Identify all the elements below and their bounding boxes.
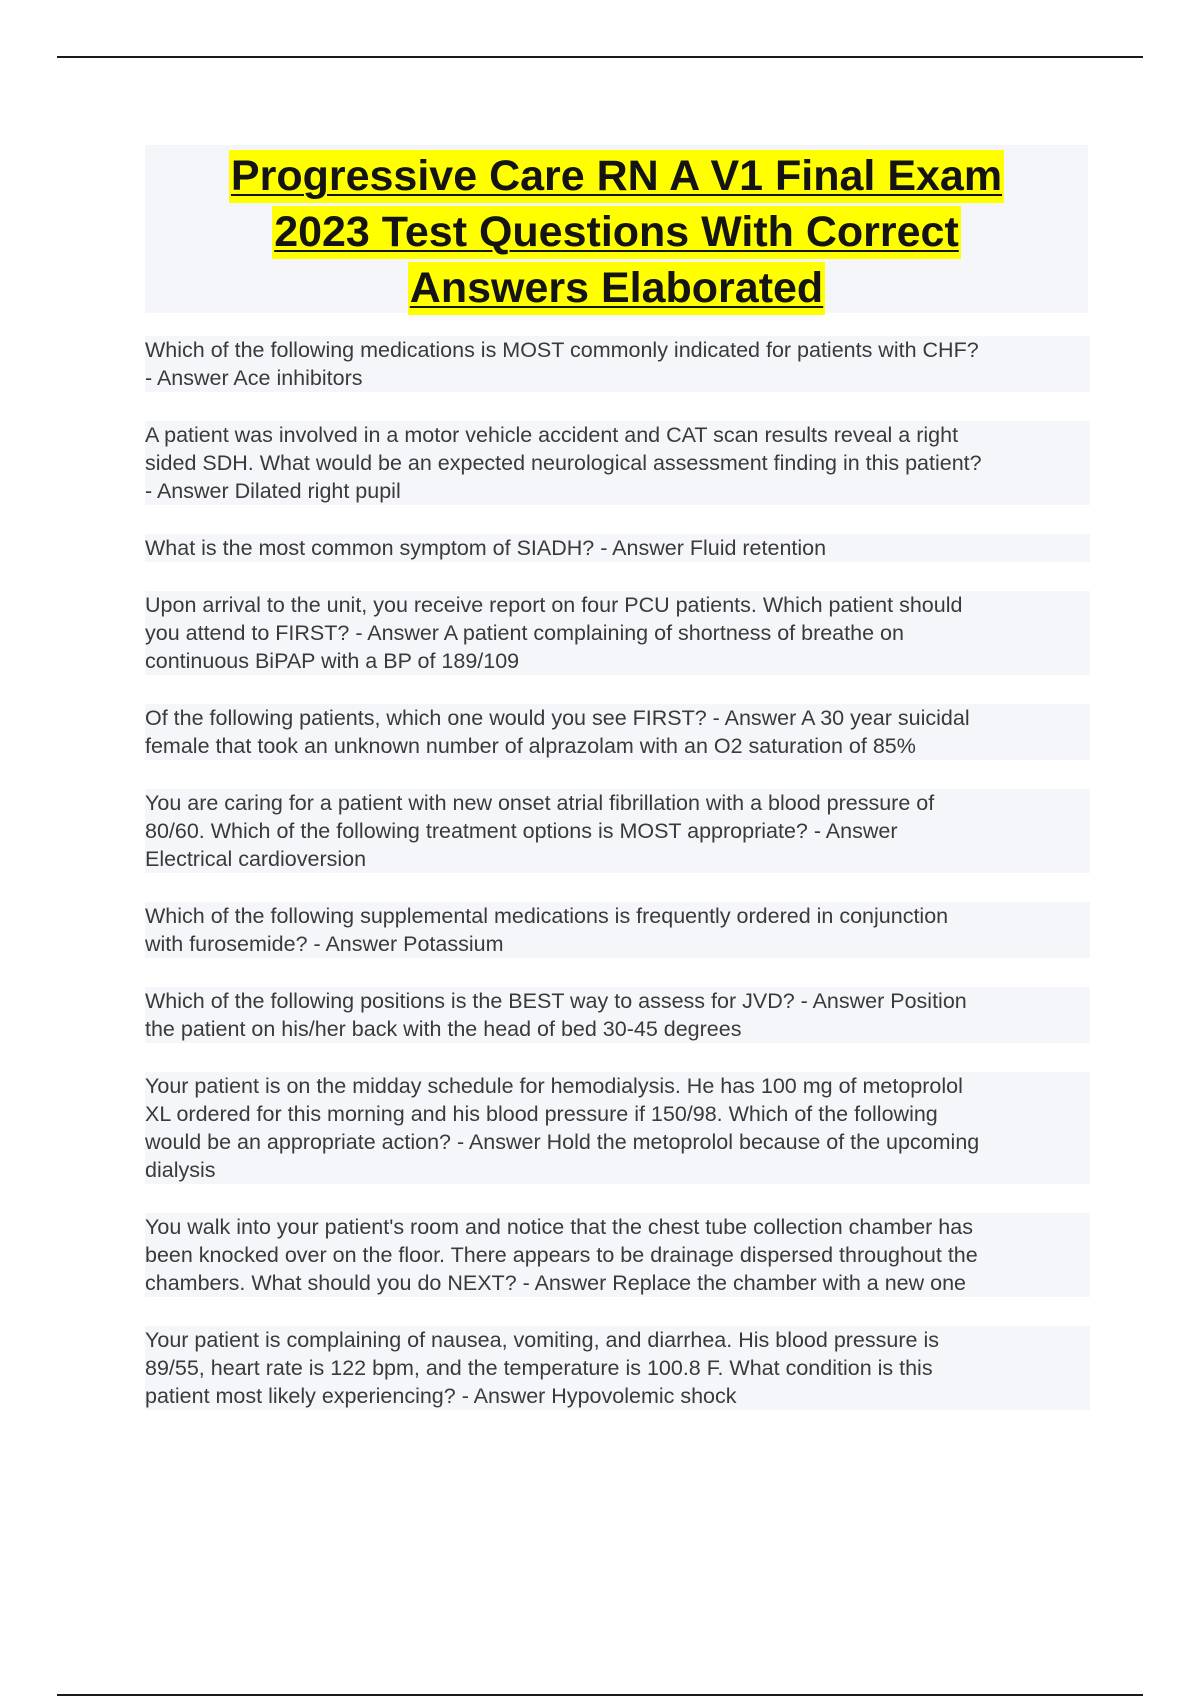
title-line: Progressive Care RN A V1 Final Exam <box>229 150 1004 203</box>
top-rule <box>57 56 1143 58</box>
qa-item: You are caring for a patient with new onset atrial fibrillation with a blood pressure of 80/60. Which of the following treatment options is MOST appropriate? - Answer Electrical cardioversion <box>145 789 1090 873</box>
bottom-rule <box>57 1694 1143 1696</box>
qa-item: Which of the following positions is the BEST way to assess for JVD? - Answer Position the patient on his/her back with the head of bed 30-45 degrees <box>145 987 1090 1043</box>
qa-item: Your patient is complaining of nausea, vomiting, and diarrhea. His blood pressure is 89/55, heart rate is 122 bpm, and the temperature is 100.8 F. What condition is this patient most likely experiencing? - Answer Hypovolemic shock <box>145 1326 1090 1410</box>
qa-item: Which of the following medications is MOST commonly indicated for patients with CHF? - Answer Ace inhibitors <box>145 336 1090 392</box>
qa-item: Your patient is on the midday schedule for hemodialysis. He has 100 mg of metoprolol XL ordered for this morning and his blood pressure if 150/98. Which of the following would be an appropriate action? - Answer Hold the metoprolol because of the upcoming dialysis <box>145 1072 1090 1184</box>
title-line: 2023 Test Questions With Correct <box>272 206 961 259</box>
qa-item: What is the most common symptom of SIADH? - Answer Fluid retention <box>145 534 1090 562</box>
qa-item: You walk into your patient's room and notice that the chest tube collection chamber has been knocked over on the floor. There appears to be drainage dispersed throughout the chambers. What should you do NEXT? - Answer Replace the chamber with a new one <box>145 1213 1090 1297</box>
qa-item: Which of the following supplemental medications is frequently ordered in conjunction with furosemide? - Answer Potassium <box>145 902 1090 958</box>
title-line: Answers Elaborated <box>408 262 825 315</box>
question-answer-list <box>145 336 1090 1410</box>
qa-item: Upon arrival to the unit, you receive report on four PCU patients. Which patient should you attend to FIRST? - Answer A patient complaining of shortness of breathe on continuous BiPAP with a BP of 189/109 <box>145 591 1090 675</box>
qa-item: A patient was involved in a motor vehicle accident and CAT scan results reveal a right sided SDH. What would be an expected neurological assessment finding in this patient? - Answer Dilated right pupil <box>145 421 1090 505</box>
document-title <box>145 145 1088 313</box>
qa-item: Of the following patients, which one would you see FIRST? - Answer A 30 year suicidal female that took an unknown number of alprazolam with an O2 saturation of 85% <box>145 704 1090 760</box>
